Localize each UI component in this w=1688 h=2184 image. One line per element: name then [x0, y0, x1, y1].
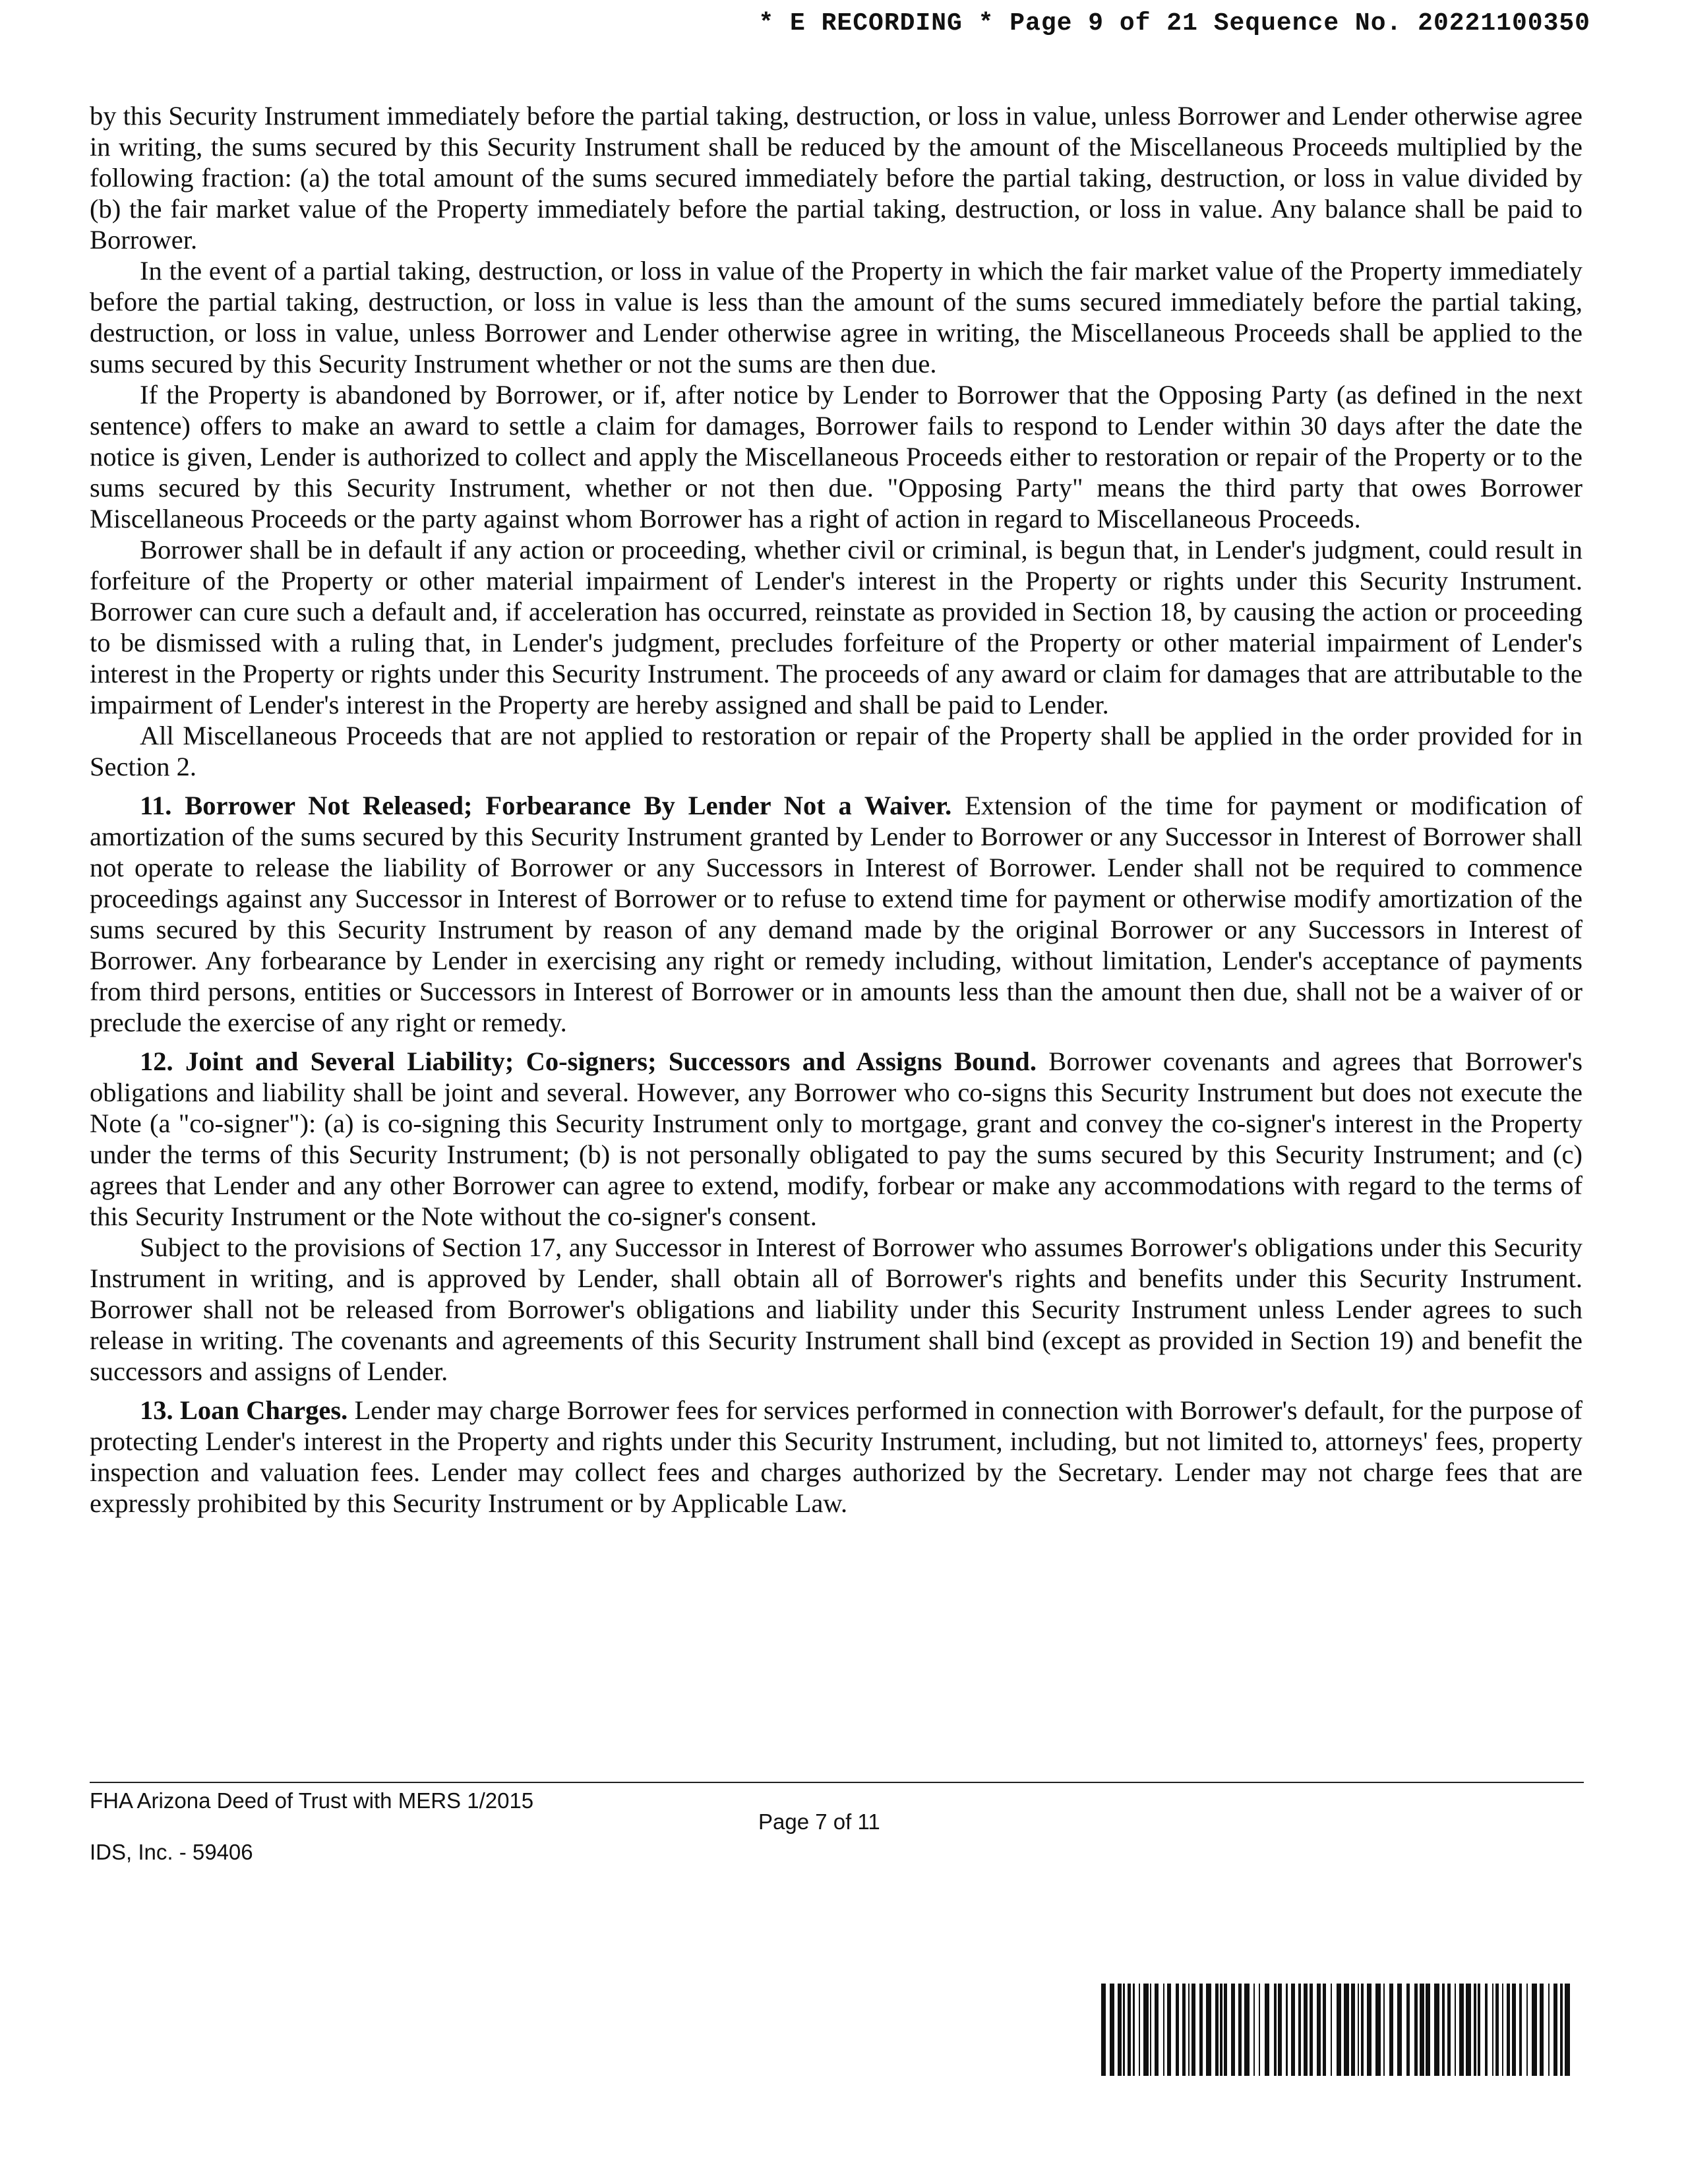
- barcode-bar: [1118, 1984, 1122, 2076]
- barcode-bar: [1389, 1984, 1393, 2076]
- barcode-bar: [1259, 1984, 1260, 2076]
- barcode-bar: [1323, 1984, 1326, 2076]
- paragraph: [90, 720, 1582, 782]
- paragraph-text: Borrower shall be in default if any action or proceeding, whether civil or criminal, is begun that, in Lender's judgment, could result in forfeiture of the Property or other material impairment of Lender's interest in the Property or rights under this Security Instrument. Borrower can cure such a default and, if acceleration has occurred, reinstate as provided in Section 18, by causing the action or proceeding to be dismissed with a ruling that, in Lender's judgment, precludes forfeiture of the Property or other material impairment of Lender's interest in the Property or rights under this Security Instrument. The proceeds of any award or claim for damages that are attributable to the impairment of Lender's interest in the Property are hereby assigned and shall be paid to Lender.: [90, 535, 1582, 719]
- document-body: [90, 100, 1582, 1519]
- section-heading: 12. Joint and Several Liability; Co-signers; Successors and Assigns Bound.: [140, 1046, 1037, 1076]
- barcode-bar: [1101, 1984, 1106, 2076]
- paragraph-text: Lender may charge Borrower fees for services performed in connection with Borrower's default, for the purpose of protecting Lender's interest in the Property and rights under this Security Instrument, including, but not limited to, attorneys' fees, property inspection and valuation fees. Lender may collect fees and charges authorized by the Secretary. Lender may not charge fees that are expressly prohibited by this Security Instrument or by Applicable Law.: [90, 1395, 1582, 1518]
- barcode-bar: [1414, 1984, 1418, 2076]
- barcode-bar: [1128, 1984, 1131, 2076]
- barcode-bar: [1139, 1984, 1140, 2076]
- barcode-bar: [1123, 1984, 1125, 2076]
- paragraph-text: Borrower covenants and agrees that Borrower's obligations and liability shall be joint and several. However, any Borrower who co-signs this Security Instrument but does not execute the Note (a "co-signer"): (a) is co-signing this Security Instrument only to mortgage, grant and convey the co-signer's interest in the Property under the terms of this Security Instrument; (b) is not personally obligated to pay the sums secured by this Security Instrument; and (c) agrees that Lender and any other Borrower can agree to extend, modify, forbear or make any accommodations with regard to the terms of this Security Instrument or the Note without the co-signer's consent.: [90, 1046, 1582, 1231]
- barcode-bar: [1191, 1984, 1195, 2076]
- barcode-bar: [1351, 1984, 1355, 2076]
- barcode-bar: [1519, 1984, 1522, 2076]
- barcode-bar: [1507, 1984, 1510, 2076]
- barcode-bar: [1238, 1984, 1242, 2076]
- barcode-bar: [1150, 1984, 1151, 2076]
- barcode-bar: [1495, 1984, 1499, 2076]
- barcode-bar: [1188, 1984, 1190, 2076]
- paragraph-text: Subject to the provisions of Section 17, any Successor in Interest of Borrower who assumes Borrower's obligations under this Security Instrument in writing, and is approved by Lender, shall obtain all of Borrower's rights and benefits under this Security Instrument. Borrower shall not be released from Borrower's obligations and liability under this Security Instrument unless Lender agrees to such release in writing. The covenants and agreements of this Security Instrument shall bind (except as provided in Section 19) and benefit the successors and assigns of Lender.: [90, 1232, 1582, 1386]
- barcode-bar: [1291, 1984, 1295, 2076]
- paragraph: [90, 534, 1582, 720]
- section-heading: 13. Loan Charges.: [140, 1395, 348, 1425]
- barcode-bar: [1310, 1984, 1313, 2076]
- barcode-bar: [1553, 1984, 1557, 2076]
- barcode-bar: [1231, 1984, 1235, 2076]
- paragraph: [90, 255, 1582, 379]
- barcode-bar: [1459, 1984, 1464, 2076]
- barcode-bar: [1474, 1984, 1476, 2076]
- form-name: FHA Arizona Deed of Trust with MERS 1/2015: [90, 1788, 534, 1813]
- vendor-id: IDS, Inc. - 59406: [90, 1840, 253, 1864]
- barcode-bar: [1478, 1984, 1480, 2076]
- barcode-bar: [1447, 1984, 1451, 2076]
- barcode-bar: [1199, 1984, 1203, 2076]
- paragraph-text: by this Security Instrument immediately before the partial taking, destruction, or loss in value, unless Borrower and Lender otherwise agree in writing, the sums secured by this Security Instrument shall be reduced by the amount of the Miscellaneous Proceeds multiplied by the following fraction: (a) the total amount of the sums secured immediately before the partial taking, destruction, or loss in value divided by (b) the fair market value of the Property immediately before the partial taking, destruction, or loss in value. Any balance shall be paid to Borrower.: [90, 101, 1582, 255]
- barcode-bar: [1565, 1984, 1570, 2076]
- section-heading: 11. Borrower Not Released; Forbearance By Lender Not a Waiver.: [140, 791, 952, 820]
- barcode-bar: [1512, 1984, 1516, 2076]
- paragraph-text: In the event of a partial taking, destruction, or loss in value of the Property in which the fair market value of the Property immediately before the partial taking, destruction, or loss in value is less than the amount of the sums secured immediately before the partial taking, destruction, or loss in value, unless Borrower and Lender otherwise agree in writing, the Miscellaneous Proceeds shall be applied to the sums secured by this Security Instrument whether or not the sums are then due.: [90, 256, 1582, 379]
- barcode-bar: [1560, 1984, 1563, 2076]
- barcode: [1101, 1984, 1576, 2076]
- barcode-bar: [1304, 1984, 1308, 2076]
- barcode-bar: [1548, 1984, 1550, 2076]
- barcode-bar: [1337, 1984, 1341, 2076]
- barcode-bar: [1182, 1984, 1186, 2076]
- footer-divider: [90, 1782, 1584, 1783]
- page-number: Page 7 of 11: [758, 1809, 880, 1834]
- section-13: [90, 1395, 1582, 1519]
- paragraph-text: All Miscellaneous Proceeds that are not applied to restoration or repair of the Property shall be applied in the order provided for in Section 2.: [90, 721, 1582, 781]
- barcode-bar: [1215, 1984, 1219, 2076]
- paragraph: [90, 1232, 1582, 1387]
- barcode-bar: [1143, 1984, 1149, 2076]
- barcode-bar: [1367, 1984, 1372, 2076]
- barcode-bar: [1397, 1984, 1402, 2076]
- barcode-bar: [1361, 1984, 1364, 2076]
- paragraph-text: If the Property is abandoned by Borrower, or if, after notice by Lender to Borrower that the Opposing Party (as defined in the next sentence) offers to make an award to settle a claim for damages, Borrower fails to respond to Lender within 30 days after the date the notice is given, Lender is authorized to collect and apply the Miscellaneous Proceeds either to restoration or repair of the Property or to the sums secured by this Security Instrument, whether or not then due. "Opposing Party" means the third party that owes Borrower Miscellaneous Proceeds or the party against whom Borrower has a right of action in regard to Miscellaneous Proceeds.: [90, 380, 1582, 533]
- barcode-bar: [1253, 1984, 1255, 2076]
- barcode-bar: [1434, 1984, 1439, 2076]
- barcode-bar: [1176, 1984, 1179, 2076]
- barcode-bar: [1278, 1984, 1282, 2076]
- barcode-bar: [1286, 1984, 1288, 2076]
- barcode-bar: [1317, 1984, 1321, 2076]
- barcode-bar: [1485, 1984, 1488, 2076]
- barcode-bar: [1244, 1984, 1250, 2076]
- paragraph: [90, 100, 1582, 255]
- barcode-bar: [1442, 1984, 1445, 2076]
- barcode-bar: [1167, 1984, 1171, 2076]
- barcode-bar: [1274, 1984, 1277, 2076]
- barcode-bar: [1206, 1984, 1211, 2076]
- paragraph: [90, 379, 1582, 534]
- barcode-bar: [1466, 1984, 1471, 2076]
- barcode-bar: [1406, 1984, 1410, 2076]
- barcode-bar: [1455, 1984, 1456, 2076]
- recording-header: * E RECORDING * Page 9 of 21 Sequence No. 20221100350: [758, 9, 1590, 38]
- barcode-bar: [1163, 1984, 1164, 2076]
- barcode-bar: [1224, 1984, 1227, 2076]
- barcode-bar: [1344, 1984, 1349, 2076]
- barcode-bar: [1358, 1984, 1359, 2076]
- barcode-bar: [1331, 1984, 1332, 2076]
- barcode-bar: [1383, 1984, 1385, 2076]
- barcode-bar: [1526, 1984, 1528, 2076]
- barcode-bar: [1502, 1984, 1503, 2076]
- barcode-bar: [1375, 1984, 1381, 2076]
- barcode-bar: [1532, 1984, 1537, 2076]
- section-12: [90, 1046, 1582, 1232]
- barcode-bar: [1133, 1984, 1135, 2076]
- barcode-bar: [1110, 1984, 1114, 2076]
- barcode-bar: [1540, 1984, 1544, 2076]
- barcode-bar: [1420, 1984, 1424, 2076]
- barcode-bar: [1426, 1984, 1430, 2076]
- barcode-bar: [1155, 1984, 1159, 2076]
- barcode-bar: [1220, 1984, 1222, 2076]
- barcode-bar: [1265, 1984, 1269, 2076]
- section-11: [90, 790, 1582, 1038]
- barcode-bar: [1298, 1984, 1301, 2076]
- paragraph-text: Extension of the time for payment or modification of amortization of the sums secured by this Security Instrument granted by Lender to Borrower or any Successor in Interest of Borrower shall not operate to release the liability of Borrower or any Successors in Interest of Borrower. Lender shall not be required to commence proceedings against any Successor in Interest of Borrower or to refuse to extend time for payment or otherwise modify amortization of the sums secured by this Security Instrument by reason of any demand made by the original Borrower or any Successors in Interest of Borrower. Any forbearance by Lender in exercising any right or remedy including, without limitation, Lender's acceptance of payments from third persons, entities or Successors in Interest of Borrower or in amounts less than the amount then due, shall not be a waiver of or preclude the exercise of any right or remedy.: [90, 791, 1582, 1037]
- barcode-bar: [1492, 1984, 1493, 2076]
